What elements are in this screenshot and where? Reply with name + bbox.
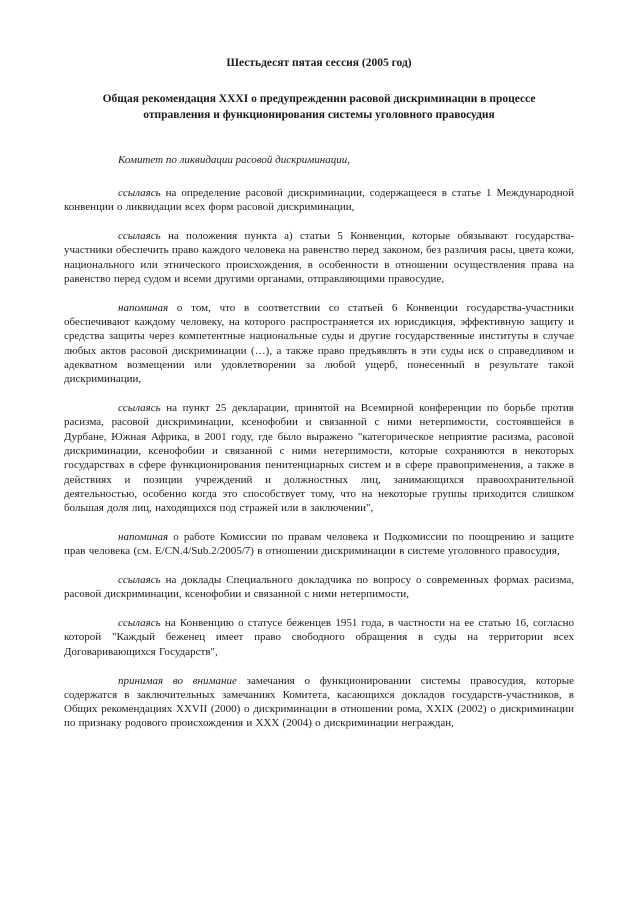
- document-paragraph: [64, 530, 574, 559]
- document-paragraph: [64, 186, 574, 215]
- paragraph-text: на Конвенцию о статусе беженцев 1951 года, в частности на ее статью 16, согласно которой "Каждый беженец имеет право свободного обращения в суды на территории всех Договаривающихся Государств",: [64, 617, 574, 658]
- paragraph-text: замечания о функционировании системы правосудия, которые содержатся в заключительных замечаниях Комитета, касающихся докладов государств-участников, в Общих рекомендациях XXVII (2000) о дискриминации в отношении рома, XXIX (2002) о дискриминации по признаку родового происхождения и XXX (2004) о дискриминации неграждан,: [64, 674, 574, 730]
- document-paragraph: [64, 616, 574, 659]
- paragraph-lead: ссылаясь: [118, 402, 161, 415]
- document-paragraph: [64, 301, 574, 387]
- paragraph-text: на доклады Специального докладчика по вопросу о современных формах расизма, расовой дискриминации, ксенофобии и связанной с ними нетерпимости,: [64, 574, 574, 601]
- paragraph-lead: напоминая: [118, 301, 169, 314]
- paragraph-text: о работе Комиссии по правам человека и Подкомиссии по поощрению и защите прав человека (см. E/CN.4/Sub.2/2005/7) в отношении дискриминации в системе уголовного правосудия,: [64, 530, 574, 558]
- paragraph-text: на положения пункта а) статьи 5 Конвенции, которые обязывают государства-участники обеспечить право каждого человека на равенство перед законом, без различия расы, цвета кожи, национального или этнического происхождения, в особенности в отношении осуществления права на равенство перед судом и всеми другими органами, отправляющими правосудие,: [64, 230, 574, 285]
- paragraph-lead: принимая во внимание: [118, 674, 237, 687]
- document-paragraph: [64, 229, 574, 286]
- paragraph-text: о том, что в соответствии со статьей 6 Конвенции государства-участники обеспечивают каждому человеку, на которого распространяется их юрисдикция, эффективную защиту и средства защиты через компетентные национальные суды и другие государственные институты в случае любых актов расовой дискриминации (…), а также право предъявлять в эти суды иск о справедливом и адекватном возмещении или удовлетворении за любой ущерб, понесенный в результате такой дискриминации,: [64, 301, 574, 386]
- document-paragraph: [64, 674, 574, 731]
- paragraph-text: на пункт 25 декларации, принятой на Всемирной конференции по борьбе против расизма, расовой дискриминации, ксенофобии и связанной с ними нетерпимости, состоявшейся в Дурбане, Южная Африка, в 2001 году, где было выражено "категорическое неприятие расизма, расовой дискриминации, ксенофобии и связанной с ними нетерпимости, которые сохраняются в некоторых государствах в сфере функционирования пенитенциарных систем и в сфере правоприменения, а также в действиях и позиции учреждений и должностных лиц, занимающихся правоохранительной деятельностью, особенно когда это способствует тому, что на некоторые группы приходится слишком большая доля лиц, находящихся под стражей или в заключении",: [64, 402, 574, 515]
- paragraph-lead: ссылаясь: [118, 187, 161, 199]
- committee-line: Комитет по ликвидации расовой дискриминации,: [118, 154, 350, 166]
- document-title: Общая рекомендация XXXI о предупреждении расовой дискриминации в процессе отправления и функционирования системы уголовного правосудия: [102, 93, 536, 121]
- session-heading: Шестьдесят пятая сессия (2005 год): [226, 57, 412, 69]
- paragraph-lead: ссылаясь: [118, 230, 161, 243]
- paragraph-lead: ссылаясь: [118, 574, 161, 587]
- paragraph-lead: ссылаясь: [118, 617, 161, 630]
- document-body: [64, 186, 574, 731]
- paragraph-text: на определение расовой дискриминации, содержащееся в статье 1 Международной конвенции о ликвидации всех форм расовой дискриминации,: [64, 187, 574, 214]
- document-paragraph: [64, 573, 574, 602]
- paragraph-lead: напоминая: [118, 530, 169, 543]
- document-paragraph: [64, 401, 574, 515]
